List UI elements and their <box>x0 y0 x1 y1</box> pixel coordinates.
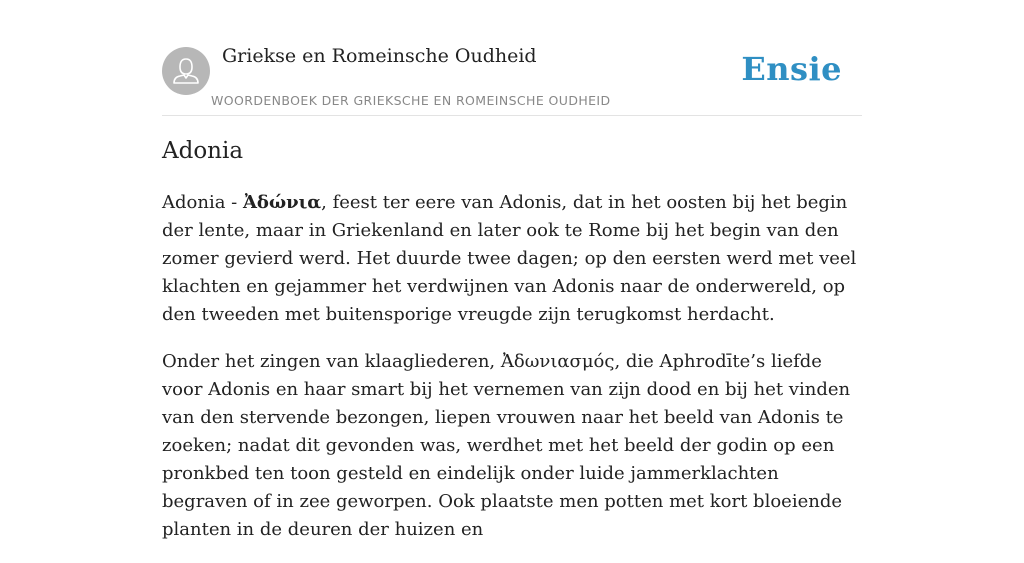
user-avatar-icon[interactable] <box>162 47 210 95</box>
ensie-logo[interactable]: Ensie <box>741 50 842 88</box>
article <box>162 138 862 563</box>
article-paragraph-2: Onder het zingen van klaagliederen, Ἀδωνιασμός, die Aphrodīte’s liefde voor Adonis en haar smart bij het vernemen van zijn dood en bij het vinden van den stervende bezongen, liepen vrouwen naar het beeld van Adonis te zoeken; nadat dit gevonden was, werdhet met het beeld der godin op een pronkbed ten toon gesteld en eindelijk onder luide jammerklachten begraven of in zee geworpen. Ook plaatste men potten met kort bloeiende planten in de deuren der huizen en <box>162 351 851 540</box>
site-header <box>162 40 862 116</box>
definition-text: , feest ter eere van Adonis, dat in het oosten bij het begin der lente, maar in Griekenland en later ook te Rome bij het begin van den zomer gevierd werd. Het duurde twee dagen; op den eersten werd met veel klachten en gejammer het verdwijnen van Adonis naar de onderwereld, op den tweeden met buitensporige vreugde zijn terugkomst herdacht. <box>162 192 857 325</box>
greek-term: Ἀδώνια <box>242 192 322 213</box>
term-label: Adonia - <box>162 192 243 213</box>
article-title: Adonia <box>162 138 244 164</box>
site-title-link[interactable]: Griekse en Romeinsche Oudheid <box>222 45 537 67</box>
article-paragraph-1 <box>162 189 862 329</box>
site-subtitle: WOORDENBOEK DER GRIEKSCHE EN ROMEINSCHE OUDHEID <box>211 93 611 108</box>
person-icon <box>162 47 210 95</box>
